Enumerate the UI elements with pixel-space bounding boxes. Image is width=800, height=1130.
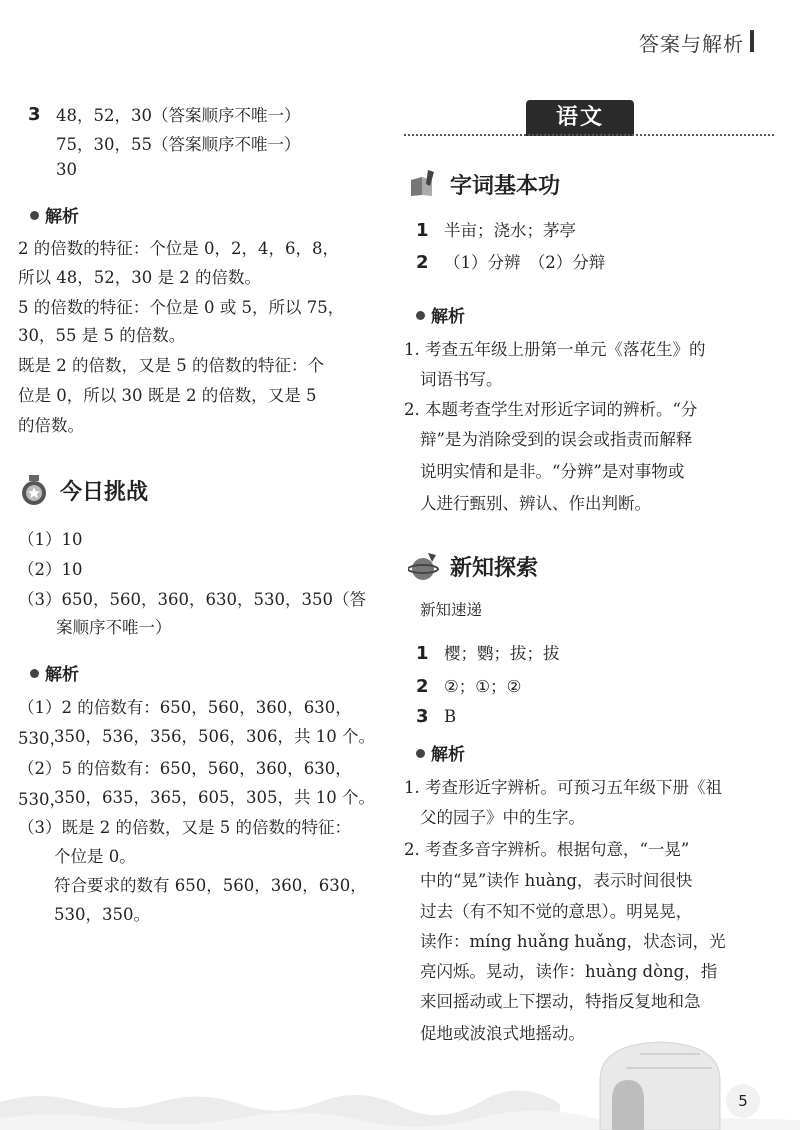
analysis-line: 过去（有不知不觉的意思）。明晃晃， <box>420 902 693 921</box>
footer-decoration <box>0 1040 800 1130</box>
item-number: 3 <box>416 706 429 727</box>
analysis-heading: 解析 <box>30 660 79 685</box>
challenge-line: （1）10 <box>18 530 83 549</box>
subsection-title: 新知速递 <box>420 601 483 619</box>
analysis-line: 符合要求的数有 650，560，360，630， <box>54 876 367 895</box>
analysis-line: （3）既是 2 的倍数，又是 5 的倍数的特征： <box>18 818 351 837</box>
challenge-line: 案顺序不唯一） <box>56 618 172 637</box>
analysis-line: 词语书写。 <box>420 370 503 389</box>
analysis-line: 30，55 是 5 的倍数。 <box>18 326 186 345</box>
item-answer: （1）分辨 （2）分辩 <box>444 253 606 272</box>
section-xinzhi-heading <box>408 550 538 582</box>
analysis-line: 1. 考查五年级上册第一单元《落花生》的 <box>404 340 706 359</box>
item-answer: 樱；鹦；拔；拔 <box>444 644 560 663</box>
analysis-line: 说明实情和是非。“分辨”是对事物或 <box>420 462 685 481</box>
section-title: 今日挑战 <box>60 479 149 505</box>
section-title: 新知探索 <box>450 555 539 581</box>
page-number: 5 <box>726 1084 760 1118</box>
analysis-line: 2 的倍数的特征：个位是 0，2，4，6，8， <box>18 239 339 258</box>
analysis-line: 中的“晃”读作 huàng，表示时间很快 <box>420 871 693 890</box>
analysis-line: 个位是 0。 <box>54 847 136 866</box>
item-number: 1 <box>416 643 429 664</box>
analysis-line: 亮闪烁。晃动，读作：huàng dòng，指 <box>420 962 718 981</box>
question-3-number: 3 <box>28 104 41 125</box>
analysis-line: 辩”是为消除受到的误会或指责而解释 <box>420 430 693 449</box>
analysis-line: 1. 考查形近字辨析。可预习五年级下册《祖 <box>404 778 722 797</box>
item-answer: ②；①；② <box>444 677 522 696</box>
item-number: 1 <box>416 220 429 241</box>
item-answer: 半亩；浇水；茅亭 <box>444 221 576 240</box>
item-number: 2 <box>416 252 429 273</box>
analysis-heading: 解析 <box>416 302 465 327</box>
bullet-icon <box>416 749 425 758</box>
challenge-line: （2）10 <box>18 560 83 579</box>
item-number: 2 <box>416 676 429 697</box>
analysis-line: 读作：míng huǎng huǎng，状态词，光 <box>420 932 726 951</box>
question-3-line: 75，30，55（答案顺序不唯一） <box>56 135 301 154</box>
planet-rocket-icon <box>408 550 440 582</box>
analysis-line: 所以 48，52，30 是 2 的倍数。 <box>18 268 261 287</box>
analysis-line: （2）5 的倍数有：650，560，360，630，530， <box>18 759 352 809</box>
bullet-icon <box>30 669 39 678</box>
analysis-line: 350，635，365，605，305，共 10 个。 <box>54 788 375 807</box>
question-3-line: 48，52，30（答案顺序不唯一） <box>56 106 301 125</box>
bullet-icon <box>30 211 39 220</box>
analysis-line: 促地或波浪式地摇动。 <box>420 1024 585 1043</box>
analysis-heading: 解析 <box>416 740 465 765</box>
analysis-line: 5 的倍数的特征：个位是 0 或 5，所以 75， <box>18 298 345 317</box>
analysis-line: （1）2 的倍数有：650，560，360，630，530， <box>18 698 352 748</box>
analysis-line: 530，350。 <box>54 905 150 924</box>
analysis-line: 350，536，356，506，306，共 10 个。 <box>54 727 375 746</box>
book-pen-icon <box>408 168 440 200</box>
analysis-line: 2. 考查多音字辨析。根据句意，“一晃” <box>404 840 690 859</box>
analysis-line: 的倍数。 <box>18 416 84 435</box>
analysis-heading: 解析 <box>30 202 79 227</box>
section-ciyu-heading <box>408 168 560 200</box>
section-challenge-heading <box>18 474 148 506</box>
header-bar <box>750 30 754 52</box>
analysis-line: 父的园子》中的生字。 <box>420 808 585 827</box>
analysis-line: 人进行甄别、辨认、作出判断。 <box>420 494 651 513</box>
analysis-line: 位是 0，所以 30 既是 2 的倍数，又是 5 <box>18 386 317 405</box>
question-3-line: 30 <box>56 160 77 179</box>
subject-divider <box>404 134 774 136</box>
page-header-title: 答案与解析 <box>639 32 744 56</box>
analysis-line: 来回摇动或上下摆动，特指反复地和急 <box>420 992 701 1011</box>
subject-tag-chinese: 语文 <box>526 100 634 136</box>
bullet-icon <box>416 311 425 320</box>
section-title: 字词基本功 <box>450 173 561 199</box>
challenge-line: （3）650，560，360，630，530，350（答 <box>18 590 366 609</box>
medal-star-icon <box>18 474 50 506</box>
analysis-line: 2. 本题考查学生对形近字词的辨析。“分 <box>404 400 698 419</box>
item-answer: B <box>444 707 457 726</box>
analysis-line: 既是 2 的倍数，又是 5 的倍数的特征：个 <box>18 356 324 375</box>
